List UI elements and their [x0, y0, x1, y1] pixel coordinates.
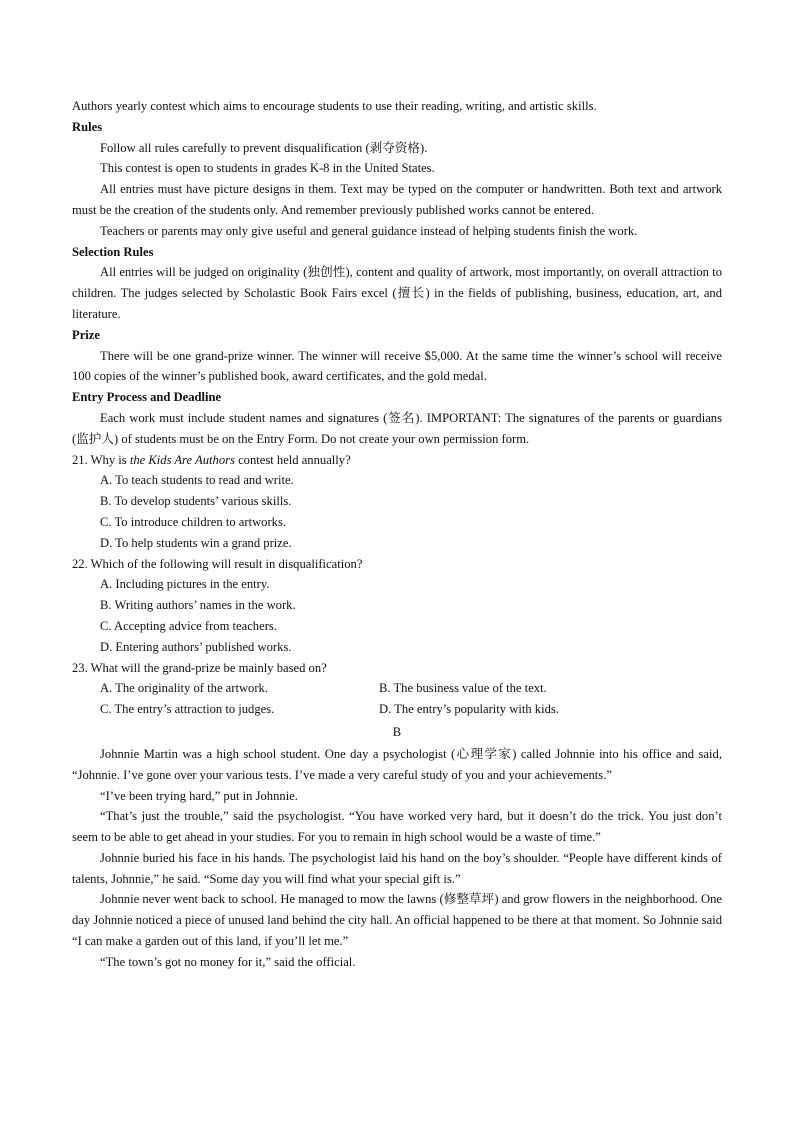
passage-b-label: B: [392, 724, 402, 739]
selection-rules-paragraph: All entries will be judged on originality (独创性), content and quality of artwork, most importantly, on overall attraction to children. The judges selected by Scholastic Book Fairs excel (擅长) in the fields of publishing, business, education, art, and literature.: [72, 265, 722, 321]
rule-paragraph: This contest is open to students in grades K-8 in the United States.: [100, 161, 435, 176]
prize-paragraph: There will be one grand-prize winner. The winner will receive $5,000. At the same time the winner’s school will receive 100 copies of the winner’s published book, award certificates, and the gold medal.: [72, 348, 722, 384]
question-23-option-b: B. The business value of the text.: [379, 681, 547, 696]
selection-rules-heading: Selection Rules: [72, 244, 154, 259]
question-23-options-row-2: [72, 699, 722, 720]
passage-b-paragraph: Johnnie buried his face in his hands. The psychologist laid his hand on the boy’s shoulder. “People have different kinds of talents, Johnnie,” he said. “Some day you will find what your special gift is.”: [72, 850, 722, 886]
question-23-options-row-1: [72, 678, 722, 699]
passage-b-paragraph: “The town’s got no money for it,” said the official.: [100, 954, 356, 969]
passage-b-paragraph: “That’s just the trouble,” said the psychologist. “You have worked very hard, but it doesn’t do the trick. You just don’t seem to be able to get ahead in your studies. For you to remain in high school would be a waste of time.”: [72, 809, 722, 845]
question-22-option-c: C. Accepting advice from teachers.: [100, 618, 277, 633]
question-21-suffix: contest held annually?: [234, 452, 351, 467]
rule-paragraph: Teachers or parents may only give useful and general guidance instead of helping students finish the work.: [100, 223, 638, 238]
passage-b-paragraph: Johnnie never went back to school. He managed to mow the lawns (修整草坪) and grow flowers in the neighborhood. One day Johnnie noticed a piece of unused land behind the city hall. An official happened to be there at that moment. So Johnnie said “I can make a garden out of this land, if you’ll let me.”: [72, 892, 722, 949]
document-page: [72, 96, 722, 973]
question-21-option-b: B. To develop students’ various skills.: [100, 494, 292, 509]
rules-heading: Rules: [72, 119, 103, 134]
question-22-option-b: B. Writing authors’ names in the work.: [100, 598, 296, 613]
question-21-stem: [72, 450, 722, 471]
question-22-option-a: A. Including pictures in the entry.: [100, 577, 270, 592]
question-22-option-d: D. Entering authors’ published works.: [100, 639, 292, 654]
question-21-prefix: 21. Why is: [72, 452, 130, 467]
entry-process-heading: Entry Process and Deadline: [72, 390, 222, 405]
question-21-option-d: D. To help students win a grand prize.: [100, 535, 292, 550]
passage-b-paragraph: “I’ve been trying hard,” put in Johnnie.: [100, 788, 298, 803]
passage-b-paragraph: Johnnie Martin was a high school student. One day a psychologist (心理学家) called Johnnie into his office and said, “Johnnie. I’ve gone over your various tests. I’ve made a very careful study of you and your achievements.”: [72, 746, 722, 782]
rule-paragraph: All entries must have picture designs in them. Text may be typed on the computer or handwritten. Both text and artwork must be the creation of the students only. And remember previously published works cannot be entered.: [72, 182, 722, 217]
question-21-option-a: A. To teach students to read and write.: [100, 473, 294, 488]
passage-intro: Authors yearly contest which aims to encourage students to use their reading, writing, and artistic skills.: [72, 99, 597, 113]
prize-heading: Prize: [72, 327, 100, 342]
question-23-stem: 23. What will the grand-prize be mainly based on?: [72, 660, 327, 675]
rule-paragraph: Follow all rules carefully to prevent disqualification (剥夺资格).: [100, 140, 428, 155]
question-21-italic-title: the Kids Are Authors: [129, 452, 235, 467]
question-23-option-d: D. The entry’s popularity with kids.: [379, 702, 559, 717]
question-23-option-c: C. The entry’s attraction to judges.: [100, 702, 275, 717]
question-22-stem: 22. Which of the following will result in disqualification?: [72, 556, 363, 571]
question-23-option-a: A. The originality of the artwork.: [100, 681, 268, 696]
question-21-option-c: C. To introduce children to artworks.: [100, 514, 287, 529]
entry-process-paragraph: Each work must include student names and signatures (签名). IMPORTANT: The signatures of the parents or guardians (监护人) of students must be on the Entry Form. Do not create your own permission form.: [72, 410, 722, 446]
